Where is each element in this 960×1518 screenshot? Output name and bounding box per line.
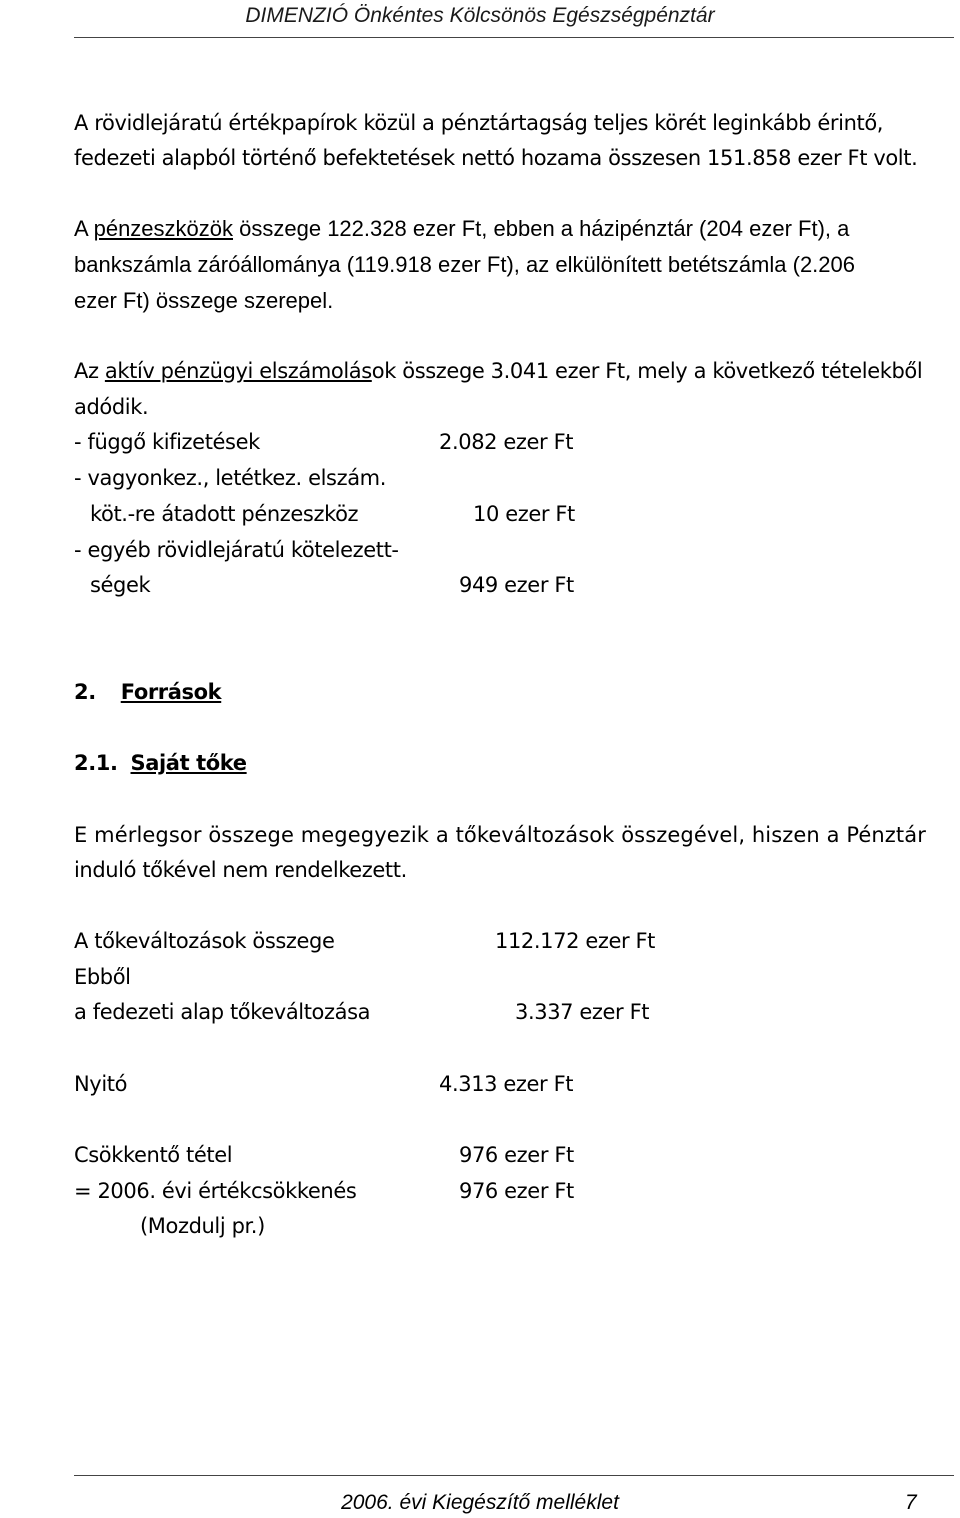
item-1-label: - függő kifizetések [74, 430, 260, 454]
header-divider [74, 37, 954, 38]
paragraph-3-line-2: adódik. [74, 395, 149, 419]
paragraph-2-line-2: bankszámla záróállománya (119.918 ezer Ft), az elkülönített betétszámla (2.206 [74, 252, 855, 277]
page-number: 7 [905, 1491, 917, 1514]
section-2-1-heading [74, 750, 247, 776]
paragraph-1-line-1 [74, 110, 955, 136]
capital-total-label: A tőkeváltozások összege [74, 929, 335, 953]
depreciation-note: (Mozdulj pr.) [140, 1214, 265, 1238]
depreciation-value: 976 ezer Ft [459, 1179, 574, 1203]
p2-line-1-lead [74, 216, 849, 242]
item-1-value: 2.082 ezer Ft [439, 430, 574, 454]
section-2-number: 2. [74, 680, 96, 704]
p2-word-a: A [74, 216, 88, 241]
p1-line-1-text: A rövidlejáratú értékpapírok közül a pénztártagság teljes körét leginkább érintő, [74, 111, 884, 135]
section-2-1-number: 2.1. [74, 751, 118, 775]
item-5-value: 949 ezer Ft [459, 573, 574, 597]
p2-term-cash: pénzeszközök [93, 216, 234, 241]
p3-term-financial: aktív pénzügyi elszámolás [104, 359, 372, 383]
document-header: DIMENZIÓ Önkéntes Kölcsönös Egészségpénztár [245, 4, 715, 27]
p3-word-az: Az [74, 359, 99, 383]
p2-line-1-rest: összege 122.328 ezer Ft, ebben a házipénztár (204 ezer Ft), a [239, 216, 850, 241]
item-2-label: - vagyonkez., letétkez. elszám. [74, 466, 387, 490]
item-3-label: köt.-re átadott pénzeszköz [90, 502, 359, 526]
capital-of-which: Ebből [74, 965, 131, 989]
opening-value: 4.313 ezer Ft [439, 1072, 574, 1096]
paragraph-4-line-2: induló tőkével nem rendelkezett. [74, 858, 407, 882]
footer-divider [74, 1475, 954, 1476]
decrease-value: 976 ezer Ft [459, 1143, 574, 1167]
capital-total-value: 112.172 ezer Ft [495, 929, 656, 953]
decrease-label: Csökkentő tétel [74, 1143, 233, 1167]
capital-fund-label: a fedezeti alap tőkeváltozása [74, 1000, 371, 1024]
item-4-label: - egyéb rövidlejáratú kötelezett- [74, 538, 399, 562]
capital-fund-value: 3.337 ezer Ft [515, 1000, 650, 1024]
depreciation-label: = 2006. évi értékcsökkenés [74, 1179, 357, 1203]
section-2-1-title: Saját tőke [130, 751, 247, 775]
paragraph-2-line-3: ezer Ft) összege szerepel. [74, 288, 334, 313]
section-2-title: Források [120, 680, 222, 704]
item-5-label: ségek [90, 573, 151, 597]
opening-label: Nyitó [74, 1072, 128, 1096]
item-3-value: 10 ezer Ft [473, 502, 575, 526]
p3-line-1-rest: ok összege 3.041 ezer Ft, mely a következő tételekből [371, 359, 923, 383]
footer-title: 2006. évi Kiegészítő melléklet [341, 1491, 619, 1514]
paragraph-2-line-1 [74, 216, 955, 242]
section-2-heading [74, 679, 221, 705]
paragraph-1-line-2: fedezeti alapból történő befektetések nettó hozama összesen 151.858 ezer Ft volt. [74, 146, 918, 170]
paragraph-4-line-1: E mérlegsor összege megegyezik a tőkeváltozások összegével, hiszen a Pénztár [74, 823, 926, 847]
paragraph-3-line-1 [74, 358, 922, 384]
